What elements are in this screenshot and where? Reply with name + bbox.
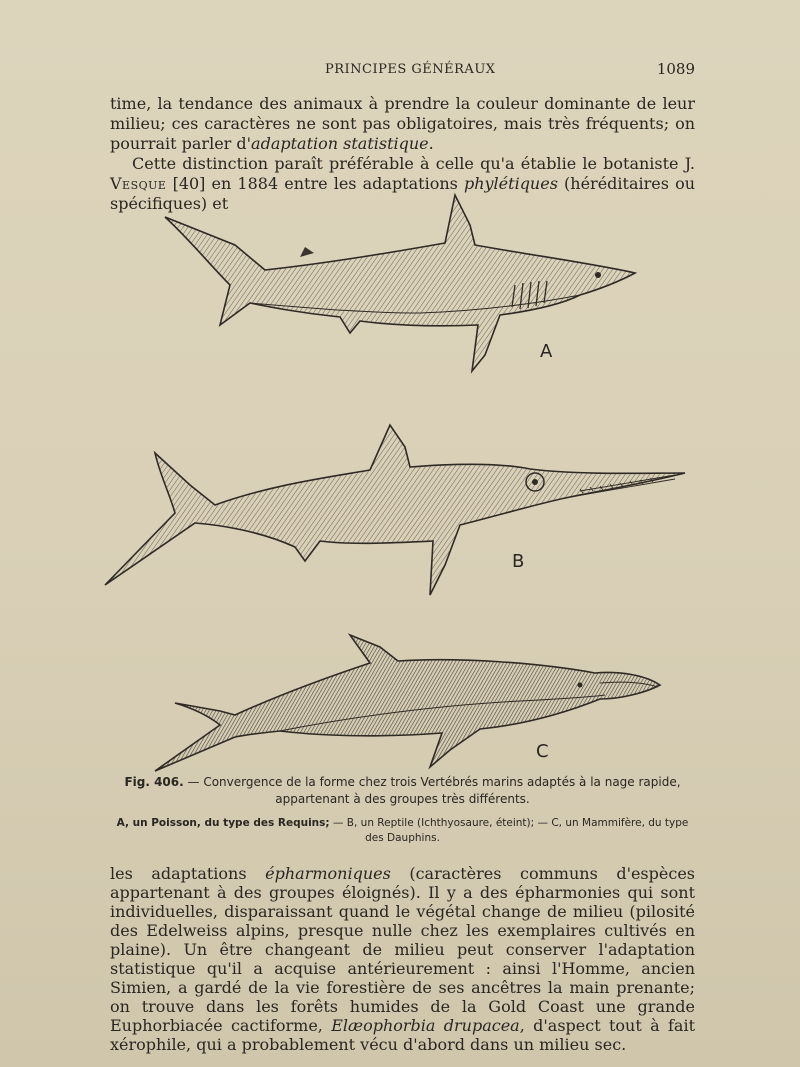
- legend-bc: — B, un Reptile (Ichthyosaure, éteint); — C, un Mammifère, du type des Dauphins.: [329, 817, 689, 844]
- author-name: Vesque: [110, 174, 167, 193]
- paragraph-continuation: [110, 94, 695, 154]
- ichthyosaur-drawing: [105, 425, 685, 595]
- caption-main: [110, 774, 695, 808]
- text-run: [40] en 1884 entre les adaptations: [166, 174, 464, 193]
- figure-illustration: [100, 185, 700, 775]
- italic-term: phylétiques: [463, 174, 558, 193]
- dolphin-drawing: [155, 635, 660, 771]
- species-name: Elæophorbia drupacea: [331, 1016, 520, 1035]
- legend-a: A, un Poisson, du type des Requins;: [116, 817, 330, 829]
- figure-number: Fig. 406.: [124, 775, 184, 789]
- text-run: (caractères communs d'espèces appartenant à des groupes éloignés). Il y a des épharmonies qui sont individuelles, disparaissant quand le végétal change de milieu (pilosité des Edelweiss alpins, presque nulle chez les exemplaires cultivés en plaine). Un être changeant de milieu peut conserver l'adaptation statistique qu'il a acquise antérieurement : ainsi l'Homme, ancien Simien, a gardé de la vie forestière de ses ancêtres la main prenante; on trouve dans les forêts humides de la Gold Coast une grande Euphorbiacée cactiforme,: [110, 864, 695, 1035]
- bottom-paragraph: [110, 864, 695, 1054]
- italic-term: adaptation statistique: [251, 134, 429, 153]
- figure-label-c: C: [536, 741, 549, 762]
- figure-label-a: A: [540, 341, 553, 362]
- running-header: [105, 58, 695, 82]
- text-run: Cette distinction paraît préférable à celle qu'a établie le botaniste J.: [132, 154, 695, 173]
- page-number: 1089: [656, 60, 695, 78]
- text-run: les adaptations: [110, 864, 266, 883]
- shark-drawing: [165, 195, 635, 371]
- figure-label-b: B: [512, 551, 525, 572]
- caption-text: — Convergence de la forme chez trois Vertébrés marins adaptés à la nage rapide, appartenant à des groupes très différents.: [183, 775, 681, 806]
- text-run: .: [428, 134, 434, 153]
- running-title: PRINCIPES GÉNÉRAUX: [325, 62, 496, 77]
- text-run: time, la tendance des animaux à prendre la couleur dominante de leur milieu; ces caractères ne sont pas obligatoires, mais très fréquents; on pourrait parler d': [110, 94, 695, 153]
- text-run: (héréditaires ou spécifiques) et: [110, 174, 696, 213]
- figure-caption: [110, 774, 695, 846]
- italic-term: épharmoniques: [265, 864, 391, 883]
- text-run: , d'aspect tout à fait xérophile, qui a probablement vécu d'abord dans un milieu sec.: [110, 1016, 696, 1054]
- caption-legend: [110, 816, 695, 846]
